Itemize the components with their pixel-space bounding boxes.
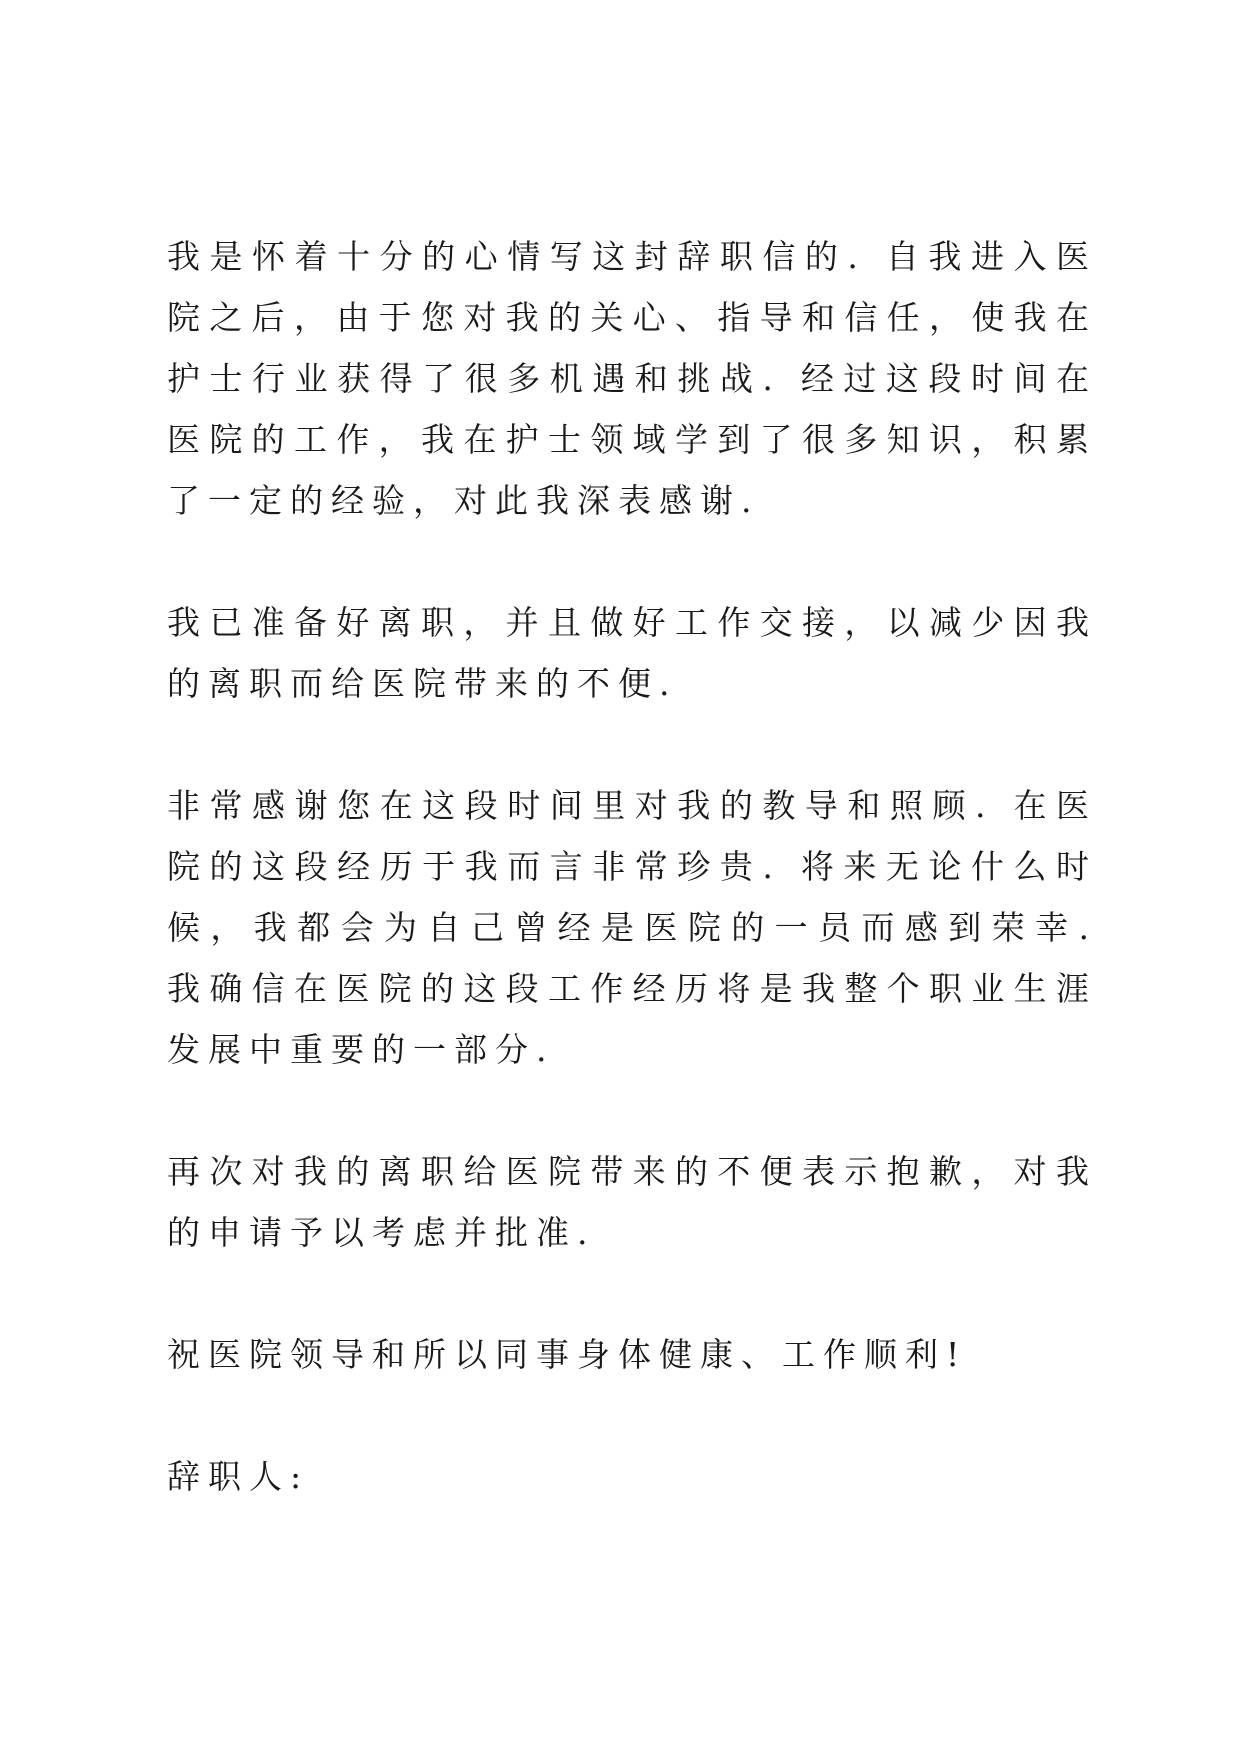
signature-label: 辞职人: [167,1457,310,1496]
paragraph-apology: 再次对我的离职给医院带来的不便表示抱歉，对我的申请予以考虑并批准. [167,1152,1097,1252]
paragraph-thanks: 非常感谢您在这段时间里对我的教导和照顾. 在医院的这段经历于我而言非常珍贵. 将来无论什么时候，我都会为自己曾经是医院的一员而感到荣幸. 我确信在医院的这段工作经历将是我整个职业生涯发展中重要的一部分. [167,786,1097,1069]
resignation-letter-body [167,226,1097,1507]
paragraph-handover: 我已准备好离职，并且做好工作交接，以减少因我的离职而给医院带来的不便. [167,603,1097,703]
paragraph-wishes: 祝医院领导和所以同事身体健康、工作顺利! [167,1335,968,1374]
paragraph-gratitude: 我是怀着十分的心情写这封辞职信的. 自我进入医院之后，由于您对我的关心、指导和信任，使我在护士行业获得了很多机遇和挑战. 经过这段时间在医院的工作，我在护士领域学到了很多知识，积累了一定的经验，对此我深表感谢. [167,237,1097,520]
